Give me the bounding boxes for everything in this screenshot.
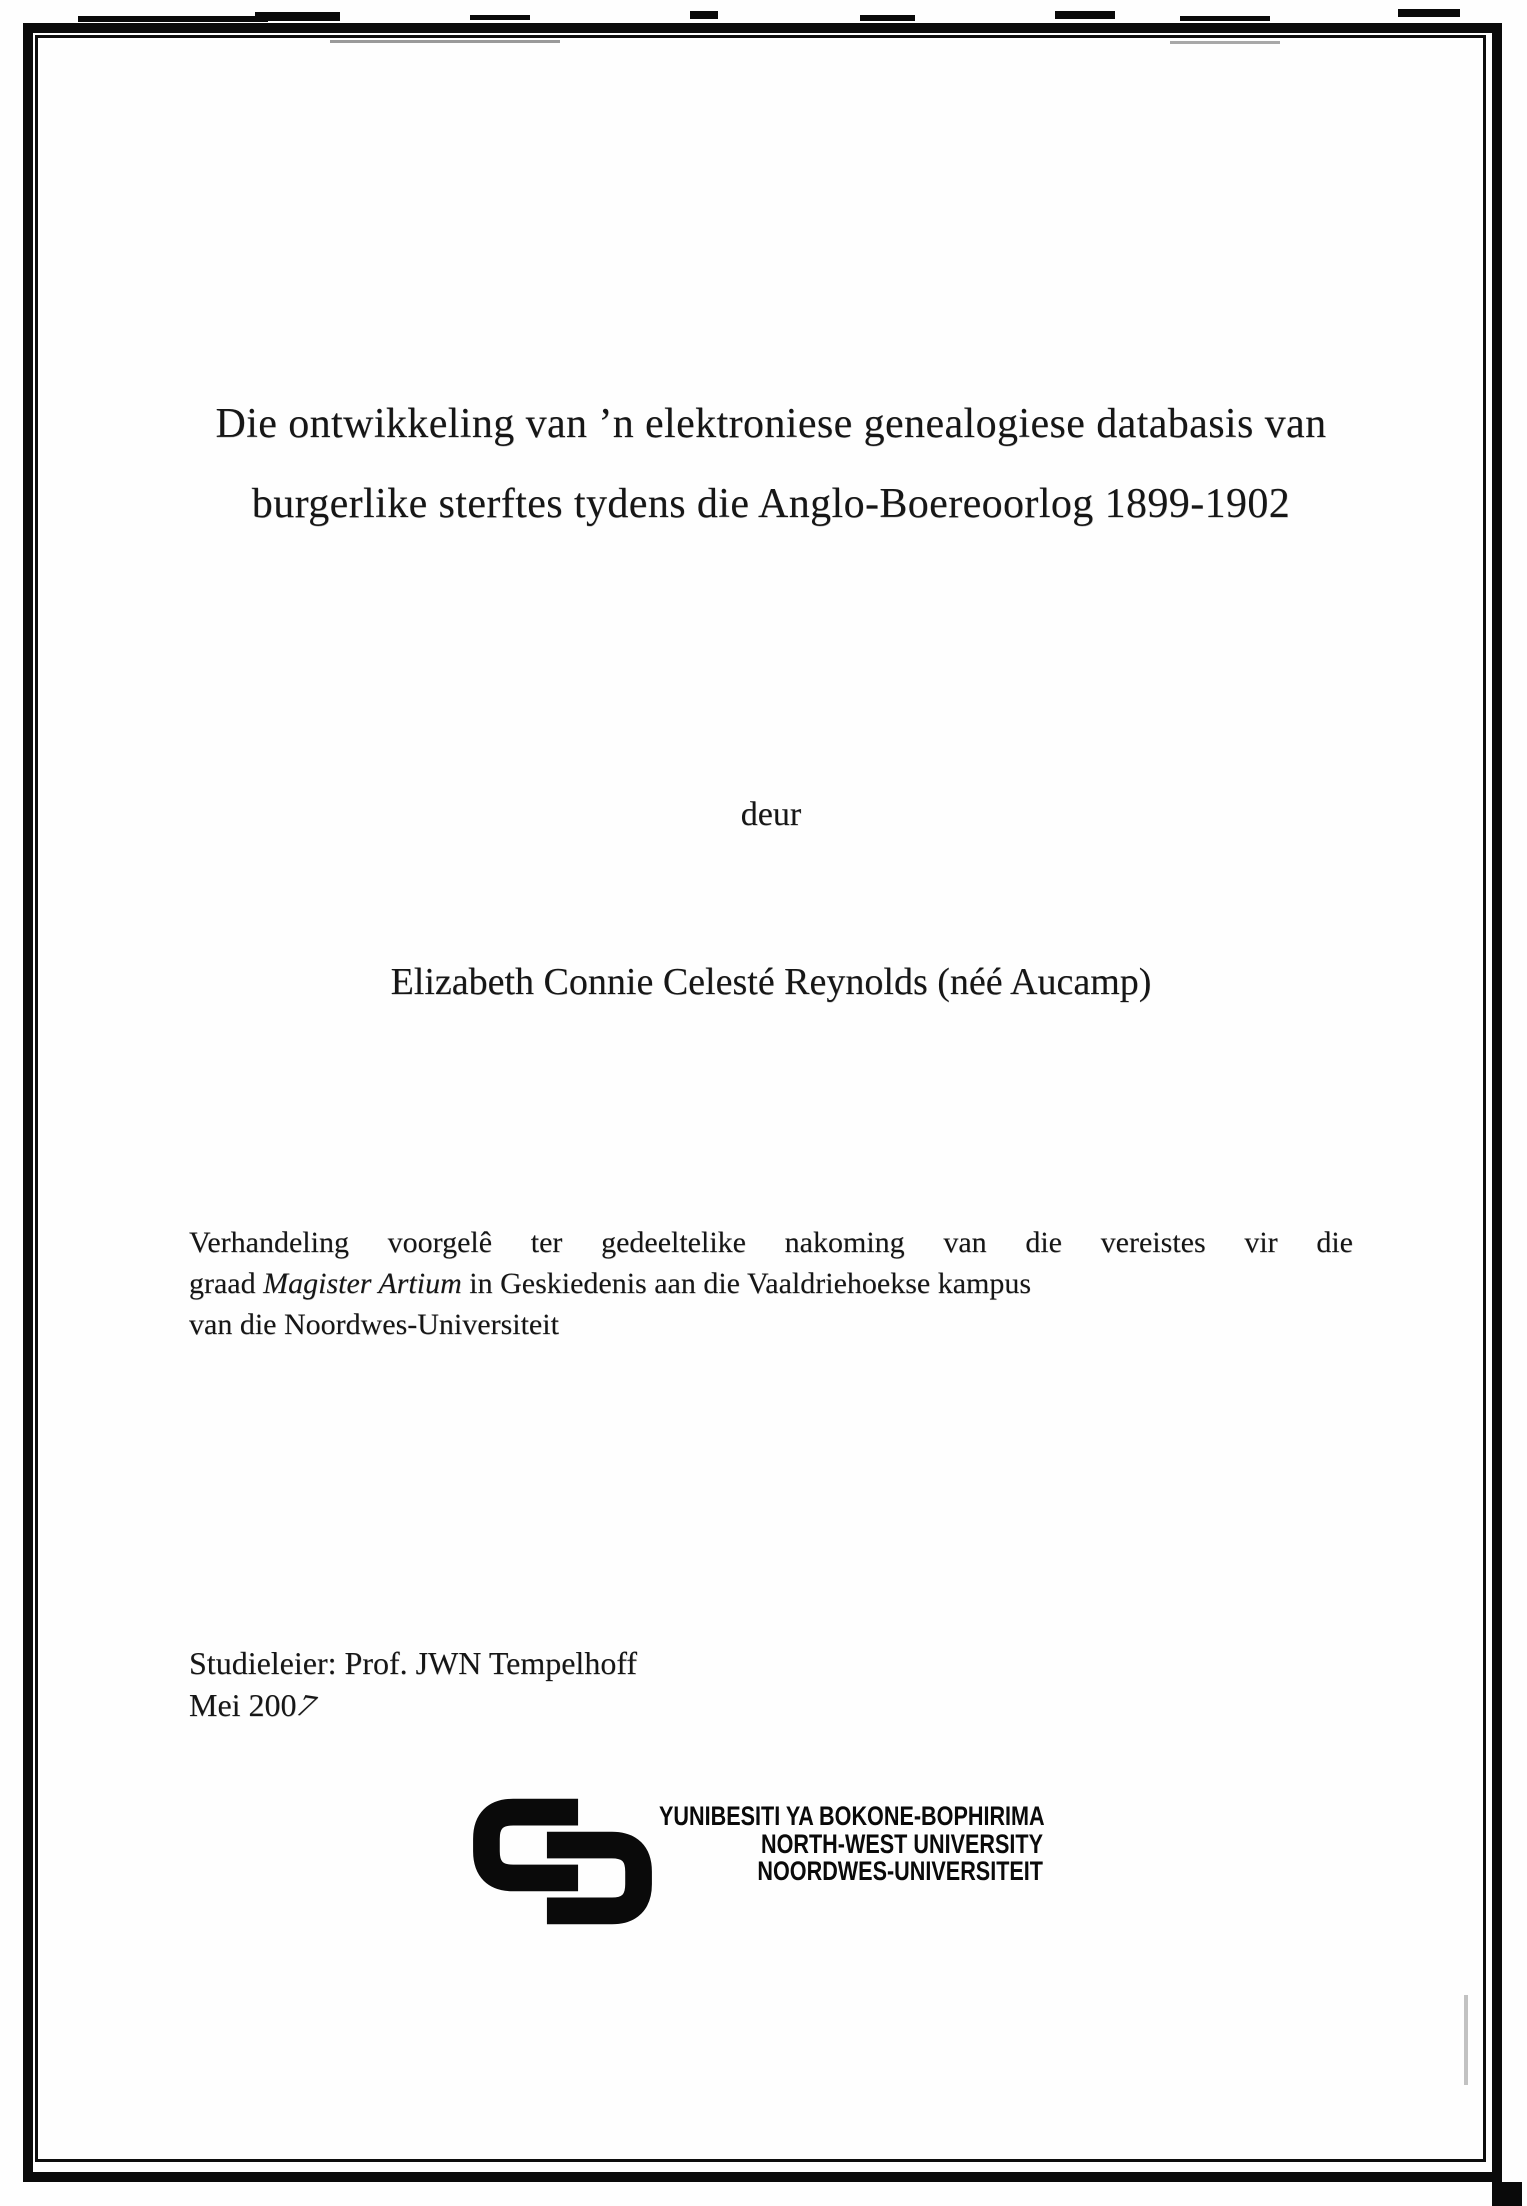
thesis-title: [189, 384, 1353, 544]
author-name: Elizabeth Connie Celesté Reynolds (néé Aucamp): [390, 961, 1152, 1003]
supervisor-block: [189, 1642, 1089, 1726]
degree-statement-line1: Verhandeling voorgelê ter gedeeltelike nakoming van die vereistes vir die: [189, 1226, 1353, 1259]
date-prefix: Mei 200: [189, 1687, 297, 1723]
degree-name-italic: Magister Artium: [263, 1267, 462, 1300]
degree-statement: [189, 1222, 1353, 1345]
date-last-digit: 7: [290, 1687, 323, 1724]
degree-statement-line3: van die Noordwes-Universiteit: [189, 1308, 559, 1341]
nwu-logo-line1-setswana: YUNIBESITI YA BOKONE-BOPHIRIMA: [659, 1801, 1045, 1831]
supervisor-line: Studieleier: Prof. JWN Tempelhoff: [189, 1645, 638, 1681]
degree-statement-line2-suffix: in Geskiedenis aan die Vaaldriehoekse kampus: [461, 1267, 1032, 1300]
nwu-logo-text: [659, 1803, 1043, 1886]
byline-deur: deur: [740, 796, 802, 833]
nwu-logo-line3-afrikaans: NOORDWES-UNIVERSITEIT: [757, 1856, 1043, 1886]
nwu-logo-line2-english: NORTH-WEST UNIVERSITY: [760, 1828, 1043, 1859]
date-line: [189, 1684, 1089, 1726]
degree-statement-line2-prefix: graad: [189, 1267, 264, 1300]
degree-statement-line2: [189, 1263, 1353, 1304]
thesis-title-line1: Die ontwikkeling van ’n elektroniese genealogiese databasis van: [215, 401, 1327, 447]
thesis-title-line2: burgerlike sterftes tydens die Anglo-Boereoorlog 1899-1902: [251, 481, 1291, 527]
nwu-logo-mark: [463, 1797, 662, 1926]
